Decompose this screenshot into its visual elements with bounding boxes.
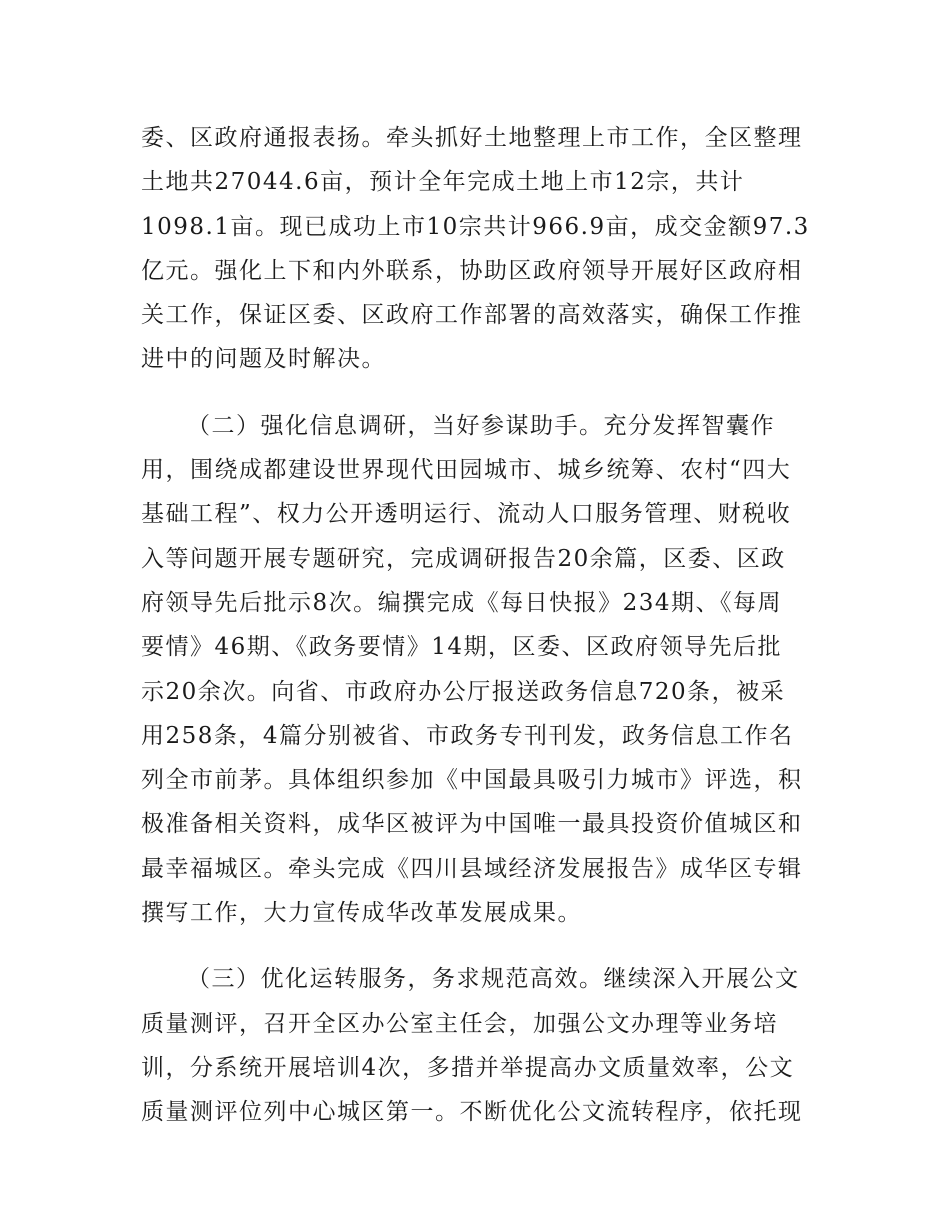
text-line: （二）强化信息调研，当好参谋助手。充分发挥智囊作: [187, 412, 775, 439]
text-line: 质量测评位列中心城区第一。不断优化公文流转程序，依托现: [141, 1099, 803, 1126]
document-page: [141, 116, 811, 1135]
text-line: 极准备相关资料，成华区被评为中国唯一最具投资价值城区和: [141, 811, 803, 838]
paragraph-1: [141, 116, 811, 382]
paragraph-3: [141, 957, 811, 1134]
text-line: 要情》46期、《政务要情》14期，区委、区政府领导先后批: [141, 634, 783, 661]
text-line: 委、区政府通报表扬。牵头抓好土地整理上市工作，全区整理: [141, 125, 803, 151]
text-line: 用，围绕成都建设世界现代田园城市、城乡统筹、农村“四大: [141, 457, 792, 484]
text-line: 土地共27044.6亩，预计全年完成土地上市12宗，共计: [141, 169, 745, 196]
text-line: 基础工程”、权力公开透明运行、流动人口服务管理、财税收: [141, 501, 792, 528]
text-line: （三）优化运转服务，务求规范高效。继续深入开展公文: [187, 966, 800, 993]
text-line: 质量测评，召开全区办公室主任会，加强公文办理等业务培: [141, 1010, 778, 1037]
text-line: 训，分系统开展培训4次，多措并举提高办文质量效率，公文: [141, 1054, 795, 1081]
text-line: 1098.1亩。现已成功上市10宗共计966.9亩，成交金额97.3: [141, 213, 810, 240]
text-line: 最幸福城区。牵头完成《四川县域经济发展报告》成华区专辑: [141, 855, 803, 882]
text-line: 撰写工作，大力宣传成华改革发展成果。: [141, 900, 582, 927]
paragraph-2: [141, 404, 811, 936]
text-line: 亿元。强化上下和内外联系，协助区政府领导开展好区政府相: [141, 257, 803, 284]
text-line: 用258条，4篇分别被省、市政务专刊刊发，政务信息工作名: [141, 722, 794, 749]
text-line: 入等问题开展专题研究，完成调研报告20余篇，区委、区政: [141, 545, 786, 572]
text-line: 进中的问题及时解决。: [141, 346, 386, 373]
text-line: 关工作，保证区委、区政府工作部署的高效落实，确保工作推: [141, 302, 803, 329]
text-line: 府领导先后批示8次。编撰完成《每日快报》234期、《每周: [141, 589, 783, 616]
text-line: 列全市前茅。具体组织参加《中国最具吸引力城市》评选，积: [141, 767, 803, 794]
text-line: 示20余次。向省、市政府办公厅报送政务信息720条，被采: [141, 678, 786, 705]
